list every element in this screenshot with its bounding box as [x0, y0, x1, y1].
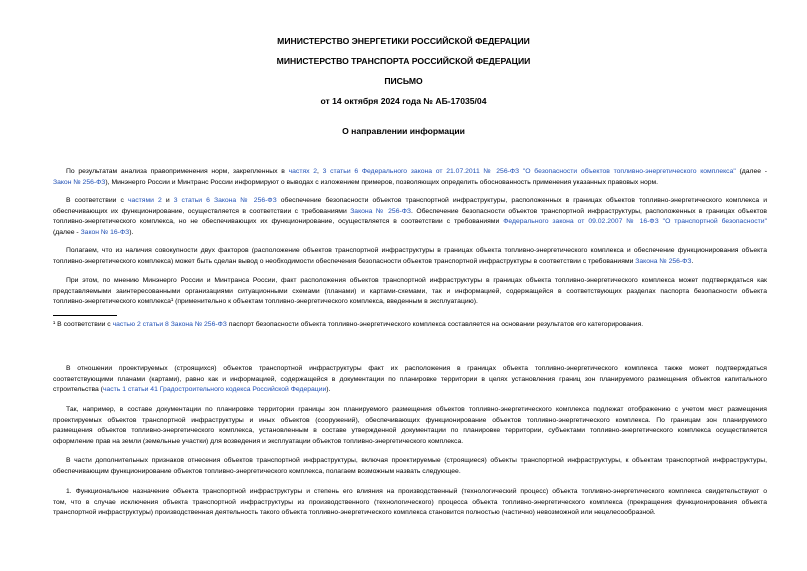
paragraph-3: [53, 246, 767, 267]
text-run: ,: [317, 168, 323, 175]
text-run: (далее -: [735, 168, 767, 175]
law-link[interactable]: Закона № 256-ФЗ: [350, 207, 412, 215]
document-subject: О направлении информации: [342, 126, 465, 136]
paragraph-line: [53, 320, 767, 331]
paragraph-line: [53, 437, 767, 448]
text-run: При этом, по мнению Минэнерго России и Минтранса России, факт расположения объектов транспортной инфраструктуры в границах объекта топливно-энергетического комплекса может подтверждаться как: [66, 277, 767, 284]
law-link[interactable]: 3 статьи 6 Закона № 256-ФЗ: [173, 197, 277, 204]
text-run: По результатам анализа правоприменения норм, закрепленных в: [66, 168, 289, 175]
paragraph-line: [53, 228, 767, 239]
paragraph-line: [53, 405, 767, 416]
paragraph-line: [53, 297, 767, 308]
paragraph-line: [53, 456, 767, 467]
document-type: ПИСЬМО: [384, 76, 423, 86]
paragraph-line: [53, 385, 767, 396]
text-run: оформление прав на земли (земельные участки) для возведения и эксплуатации объектов топливно-энергетического комплекса.: [53, 437, 464, 445]
law-link[interactable]: Закон № 256-ФЗ: [53, 178, 106, 186]
paragraph-line: [53, 217, 767, 228]
ministry-transport-title: МИНИСТЕРСТВО ТРАНСПОРТА РОССИЙСКОЙ ФЕДЕРАЦИИ: [276, 56, 531, 66]
text-run: В соответствии с: [55, 321, 113, 328]
paragraph-2: [53, 196, 767, 238]
paragraph-line: [53, 287, 767, 298]
paragraph-line: [53, 498, 767, 509]
paragraph-line: [53, 467, 767, 478]
law-link[interactable]: частями 2: [127, 197, 162, 204]
paragraph-line: [53, 178, 767, 189]
paragraph-line: [53, 246, 767, 257]
paragraph-1: [53, 167, 767, 188]
text-run: паспорт безопасности объекта топливно-энергетического комплекса составляется на основании результатов его категорирования.: [226, 321, 644, 328]
text-run: топливно-энергетического комплекса) может быть сделан вывод о необходимости обеспечения безопасности объектов транспортной инфраструктуры в соответствии с требованиями: [53, 257, 636, 265]
paragraph-8: [53, 487, 767, 519]
law-link[interactable]: часть 1 статьи 41 Градостроительного кодекса Российской Федерации: [102, 386, 327, 394]
text-run: 1. Функциональное назначение объекта транспортной инфраструктуры и степень его влияния на производственный (технологический процесс) объекта топливно-энергетического комплекса свидетельствуют о: [66, 488, 767, 495]
paragraph-line: [53, 364, 767, 375]
paragraph-line: [53, 426, 767, 437]
ministry-energy-title: МИНИСТЕРСТВО ЭНЕРГЕТИКИ РОССИЙСКОЙ ФЕДЕРАЦИИ: [277, 36, 530, 46]
text-run: (далее -: [53, 228, 81, 236]
paragraph-line: [53, 416, 767, 427]
text-run: соответствующими планами (картами), равно как и информацией, содержащейся в документации по планировке территории в целях установления границ зон планируемого размещения объектов капитального: [53, 375, 767, 383]
law-link[interactable]: 3 статьи 6 Федерального закона от 21.07.2011 № 256-ФЗ "О безопасности объектов топливно-энергетического комплекса": [322, 168, 736, 175]
text-run: том, что в случае исключения объекта транспортной инфраструктуры из производственного (технологического) процесса объекта топливно-энергетического комплекса (прекращения функционирования объекта: [53, 498, 767, 506]
text-run: В соответствии с: [66, 197, 128, 204]
paragraph-line: [53, 487, 767, 498]
law-link[interactable]: Федерального закона от 09.02.2007 № 16-ФЗ "О транспортной безопасности": [503, 218, 767, 226]
text-run: обеспечивающим функционирование объектов топливно-энергетического комплекса, полагаем возможным назвать следующее.: [53, 467, 461, 475]
paragraph-5: [53, 364, 767, 396]
paragraph-7: [53, 456, 767, 477]
text-run: транспортной инфраструктуры) производственная деятельность такого объекта топливно-энергетического комплекса становится полностью (частично) невозможной или нецелесообразной.: [53, 509, 656, 517]
text-run: Полагаем, что из наличия совокупности двух факторов (расположение объектов транспортной инфраструктуры в границах объекта топливно-энергетического комплекса и обеспечение функционирования объекта: [66, 247, 767, 254]
text-run: ).: [129, 228, 134, 236]
text-run: Так, например, в составе документации по планировке территории границы зон планируемого размещения объектов топливно-энергетического комплекса подлежат отображению с учетом мест размещения: [66, 406, 767, 413]
text-run: проектируемых объектов транспортной инфраструктуры и иных объектов (сооружений), обеспечивающих функционирование объектов топливно-энергетического комплекса. По границам зон планируемого: [53, 416, 767, 424]
law-link[interactable]: частях 2: [288, 168, 318, 175]
text-run: . Обеспечение безопасности объектов транспортной инфраструктуры, расположенных в границах объектов: [411, 207, 767, 215]
paragraph-line: [53, 167, 767, 178]
text-run: размещения объектов топливно-энергетического комплекса, установленным в составе утвержденной документации по планировке территории, субъектами топливно-энергетического комплекса осуществляется: [53, 427, 767, 435]
footnote-mark: ¹: [53, 321, 56, 328]
text-run: В отношении проектируемых (строящихся) объектов транспортной инфраструктуры факт их расположения в границах объекта топливно-энергетического комплекса также может подтверждаться: [66, 365, 767, 372]
text-run: топливно-энергетического комплекса, но не обеспечивающих их функционирование, осуществляется в соответствии с требованиями: [53, 218, 504, 226]
text-run: .: [691, 257, 694, 265]
footnote-separator: [53, 315, 117, 316]
text-run: и: [161, 197, 174, 204]
law-link[interactable]: Закон № 16-ФЗ: [80, 228, 130, 236]
text-run: представляемыми заинтересованными организациями ситуационными схемами (планами) и картами-схемами, так и информацией, содержащейся в соответствующих разделах паспорта безопасности объекта: [53, 287, 767, 295]
paragraph-4: [53, 276, 767, 308]
footnote: [53, 320, 767, 331]
paragraph-line: [53, 375, 767, 386]
paragraph-line: [53, 257, 767, 268]
paragraph-line: [53, 207, 767, 218]
paragraph-6: [53, 405, 767, 447]
paragraph-line: [53, 508, 767, 519]
document-date-number: от 14 октября 2024 года № АБ-17035/04: [320, 96, 487, 106]
text-run: ), Минэнерго России и Минтранс России информируют о выводах с изложением примеров, позволяющих определить обоснованность применения указанных правовых норм.: [105, 178, 659, 186]
text-run: В части дополнительных признаков отнесения объектов транспортной инфраструктуры, включая проектируемые (строящиеся) объекты транспортной инфраструктуры, к объектам транспортной инфраструктуры,: [66, 457, 767, 464]
text-run: ).: [326, 386, 331, 394]
text-run: обеспечивающих их функционирование, осуществляется в соответствии с требованиями: [53, 207, 351, 215]
text-run: обеспечение безопасности объектов транспортной инфраструктуры, расположенных в границах объектов топливно-энергетического комплекса и: [276, 197, 767, 204]
text-run: топливно-энергетического комплекса¹ (применительно к объектам топливно-энергетического комплекса, введенным в эксплуатацию).: [53, 298, 478, 306]
paragraph-line: [53, 276, 767, 287]
paragraph-line: [53, 196, 767, 207]
law-link[interactable]: Закона № 256-ФЗ: [635, 257, 692, 265]
text-run: строительства (: [53, 386, 103, 394]
law-link[interactable]: частью 2 статьи 8 Закона № 256-ФЗ: [112, 321, 227, 328]
